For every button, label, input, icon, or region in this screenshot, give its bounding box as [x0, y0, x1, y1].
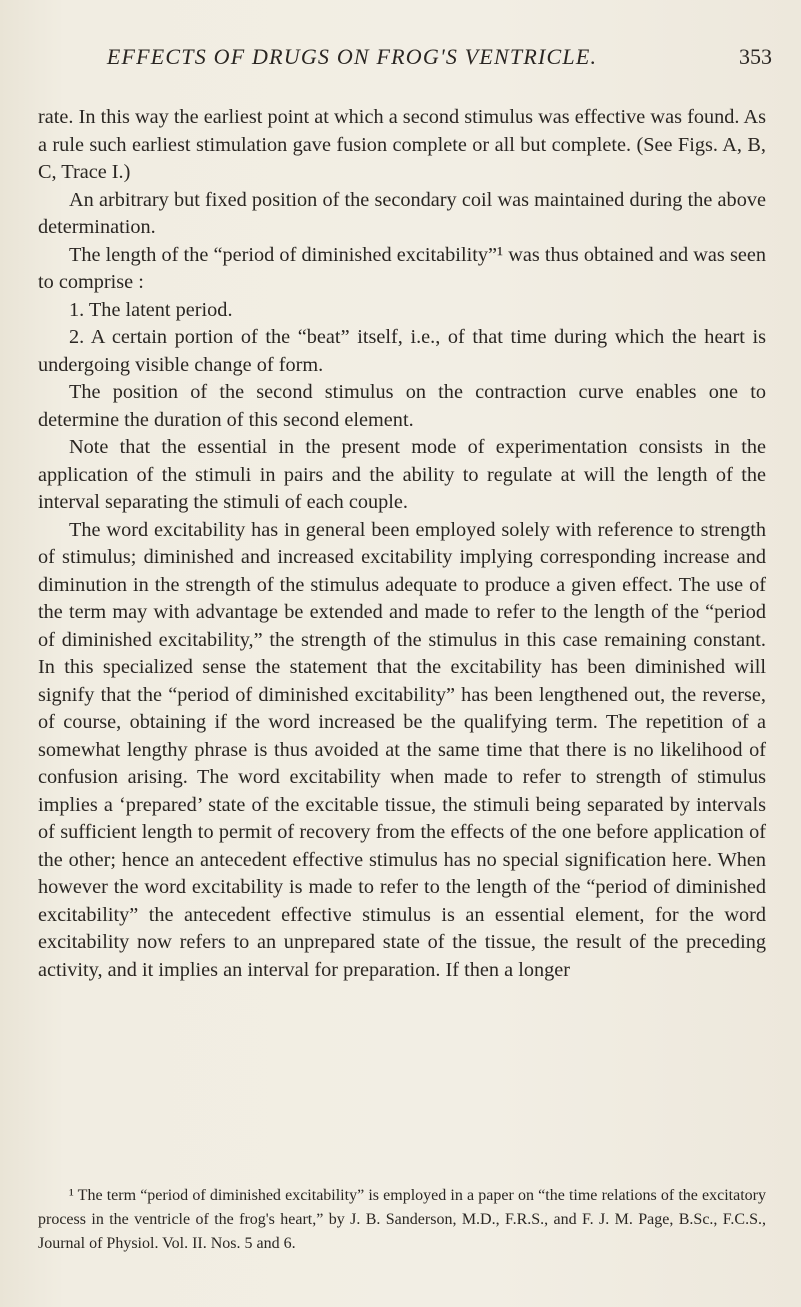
paragraph: An arbitrary but fixed position of the secondary coil was maintained during the above determination.: [38, 188, 766, 238]
page-number: 353: [739, 44, 772, 69]
paragraph: The word excitability has in general been employed solely with reference to strength of stimulus; diminished and increased excitability implying corresponding increase and diminution in the strength of the stimulus adequate to produce a given effect. The use of the term may with advantage be extended and made to refer to the length of the “period of diminished excitability,” the strength of the stimulus in this case remaining constant. In this specialized sense the statement that the excitability has been diminished will signify that the “period of diminished excitability” has been lengthened out, the reverse, of course, obtaining if the word increased be the qualifying term. The repetition of a somewhat lengthy phrase is thus avoided at the same time that there is no likelihood of confusion arising. The word excitability when made to refer to strength of stimulus implies a ‘prepared’ state of the excitable tissue, the stimuli being separated by intervals of sufficient length to permit of recovery from the effects of the one before application of the other; hence an antecedent effective stimulus has no special signification here. When however the word excitability is made to refer to the length of the “period of diminished excitability” the antecedent effective stimulus is an essential element, for the word excitability now refers to an unprepared state of the tissue, the result of the preceding activity, and it implies an interval for preparation. If then a longer: [38, 518, 766, 981]
running-title: EFFECTS OF DRUGS ON FROG'S VENTRICLE.: [106, 44, 598, 69]
list-item: 1. The latent period.: [69, 298, 233, 321]
paragraph: The position of the second stimulus on the contraction curve enables one to determine the duration of this second element.: [38, 381, 766, 431]
body-text: [38, 104, 766, 984]
paragraph: Note that the essential in the present mode of experimentation consists in the application of the stimuli in pairs and the ability to regulate at will the length of the interval separating the stimuli of each couple.: [38, 436, 766, 513]
footnote: ¹ The term “period of diminished excitability” is employed in a paper on “the time relations of the excitatory process in the ventricle of the frog's heart,” by J. B. Sanderson, M.D., F.R.S., and F. J. M. Page, B.Sc., F.C.S., Journal of Physiol. Vol. II. Nos. 5 and 6.: [38, 1187, 766, 1252]
paragraph: The length of the “period of diminished excitability”¹ was thus obtained and was seen to comprise :: [38, 243, 766, 293]
list-item: 2. A certain portion of the “beat” itself, i.e., of that time during which the heart is undergoing visible change of form.: [38, 326, 766, 376]
paragraph: rate. In this way the earliest point at which a second stimulus was effective was found. As a rule such earliest stimulation gave fusion complete or all but complete. (See Figs. A, B, C, Trace I.): [38, 106, 766, 183]
page-header: [32, 44, 772, 74]
